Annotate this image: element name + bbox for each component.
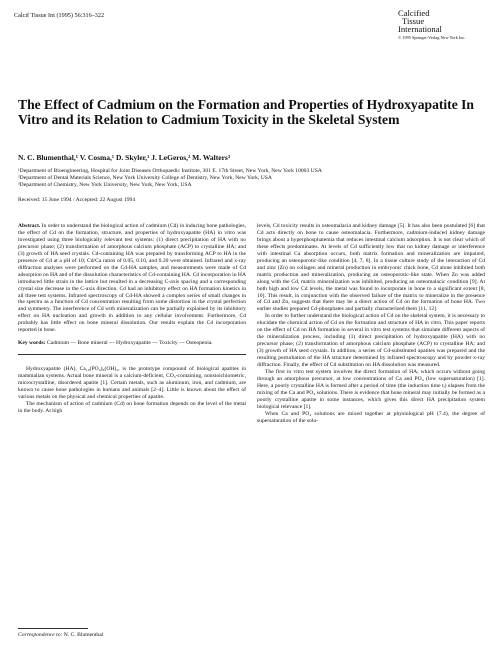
abstract-divider	[18, 354, 246, 355]
abstract-label: Abstract.	[18, 223, 41, 229]
introduction-right-column	[257, 223, 485, 425]
correspondence-label: Correspondence to:	[18, 632, 63, 638]
abstract-text: In order to understand the biological action of cadmium (Cd) in inducing bone pathologies, the effect of Cd on the formation, structure, and properties of hydroxyapatite (HA) in vitro was investigated using three biologically relevant test systems: (1) direct precipitation of HA with no precursor phase; (2) transformation of amorphous calcium phosphate (ACP) to crystalline HA; and (3) growth of HA seed crystals. Cd-containing HA was prepared by transforming ACP to HA in the presence of Cd at a pH of 10; Cd/Ca ratios of 0.05, 0.10, and 0.20 were obtained. Infrared and x-ray diffraction analyses were performed on the Cd-HA samples, and measurements were made of Cd adsorption on HA and of the dissolution characteristics of Cd-containing HA. Cd incorporation in HA introduced little strain in the lattice but resulted in a decreasing C-axis spacing and a corresponding crystal size decrease in the C-axis direction. Cd had an inhibitory effect on HA formation kinetics in all three test systems. Infrared spectroscopy of Cd-HA showed a complex series of small changes in the spectra as a function of Cd concentration resulting from some distortion in the crystal perfection and symmetry. The interference of Cd with mineralization can be partially explained by its inhibitory effect on HA nucleation and growth in addition to any cellular involvement. Furthermore, Cd probably has little effect on bone mineral dissolution. Our results explain the Cd incorporation reported in bone.	[18, 223, 246, 334]
article-title: The Effect of Cadmium on the Formation and Properties of Hydroxyapatite In Vitro and its Relation to Cadmium Toxicity in the Skeletal System	[18, 97, 474, 128]
body-paragraph: The first in vitro test system involves the direct formation of HA, which occurs without going through an amorphous precursor, at low concentrations of Ca and PO₄ (low supersaturation) [1]. Here, a poorly crystalline HA is formed after a period of time (the induction time tᵢ) elapses from the mixing of the Ca and PO₄ solutions. There is evidence that bone mineral may initially be formed as a poorly crystalline apatite in some instances, which gives this direct HA precipitation system biological relevance [1].	[257, 369, 485, 410]
logo-line-calcified: Calcified	[398, 8, 430, 18]
keywords-label: Key words:	[18, 340, 46, 347]
body-paragraph: levels, Cd toxicity results in osteomalacia and kidney damage [5]. It has also been postulated [6] that Cd acts directly on bone to cause osteomalacia. Furthermore, cadmium-induced kidney damage brings about a hyperphosphatemia that reduces intestinal calcium adsorption. It is not clear which of these effects predominates. At levels of Cd sufficiently low that no kidney damage or interference with intestinal Ca absorption occurs, both matrix formation and mineralization are impaired, producing an osteoporotic-like condition [4, 7, 8]. In a tissue culture study of the interaction of Cd and zinc (Zn) on collagen and mineral production in embryonic chick bone, Cd alone inhibited both matrix production and mineralization, producing an osteoporotic-like state. When Zn was added along with the Cd, matrix mineralization was inhibited, producing an osteomalacic condition [9]. At both high and low Cd levels, the metal was found to incorporate in bone to a significant extent [8, 10]. This result, in conjunction with the observed failure of the matrix to mineralize in the presence of Cd and Zn, suggests that there may be a direct action of Cd on the formation of bone HA. Two earlier studies prepared Cd-phosphates and partially characterized them [11, 12].	[257, 223, 485, 313]
author-list: N. C. Blumenthal,¹ V. Cosma,¹ D. Skyler,¹ J. LeGeros,² M. Walters³	[18, 153, 231, 162]
abstract-paragraph	[18, 223, 246, 334]
affiliation-1: ¹Department of Bioengineering, Hospital for Joint Diseases Orthopaedic Institute, 301 E. 17th Street, New York, New York 10003 USA	[18, 168, 322, 174]
body-paragraph: In order to further understand the biological action of Cd on the skeletal system, it is necessary to elucidate the chemical action of Cd on the formation and structure of HA in vitro. This paper reports on the effect of Cd on HA formation in several in vitro test systems that simulate different aspects of the mineralization process, including (1) direct precipitation of hydroxyapatite (HA) with no precursor phase; (2) transformation of amorphous calcium phosphate (ACP) to crystalline HA; and (3) growth of HA seed crystals. In addition, a series of Cd-substituted apatites was prepared and the resulting perturbation of the HA structure determined by infrared spectroscopy and by powder x-ray diffraction. Finally, the effect of Cd substitution on HA dissolution was measured.	[257, 313, 485, 369]
body-paragraph: The mechanism of action of cadmium (Cd) on bone formation depends on the level of the metal in the body. At high	[18, 400, 246, 414]
journal-reference: Calcif Tissue Int (1995) 56:316–322	[14, 12, 105, 19]
body-paragraph: Hydroxyapatite (HA), Ca₁₀(PO₄)₆(OH)₂, is the prototype compound of biological apatites in mammalian systems. Actual bone mineral is a calcium-deficient, CO₃-containing, nonstoichiometric, microcrystalline, disordered apatite [1]. Certain metals, such as aluminum, iron, and cadmium, are known to cause bone pathologies in humans and animals [2–4]. Little is known about the effect of various metals on the physical and chemical properties of apatite.	[18, 366, 246, 400]
abstract-section	[18, 223, 246, 347]
logo-line-tissue: Tissue	[402, 16, 425, 27]
correspondence-note	[18, 632, 103, 638]
introduction-left-column	[18, 366, 246, 415]
journal-logo	[398, 9, 488, 40]
correspondence-name: N. C. Blumenthal	[63, 632, 104, 638]
affiliation-3: ³Department of Chemistry, New York University, New York, New York, USA	[18, 182, 192, 189]
affiliations	[18, 168, 322, 190]
publisher-copyright: © 1995 Springer-Verlag New York Inc.	[398, 34, 466, 40]
keywords-text: Cadmium — Bone mineral — Hydroxyapatite — Toxicity — Osteopenia.	[46, 340, 213, 347]
received-accepted-dates: Received: 15 June 1994 / Accepted: 22 August 1994	[18, 197, 136, 203]
body-paragraph: When Ca and PO₄ solutions are mixed together at physiological pH (7.4), the degree of supersaturation of the solu-	[257, 410, 485, 424]
footnote-rule	[18, 628, 88, 629]
logo-line-international: International	[398, 24, 442, 35]
keywords	[18, 340, 246, 347]
affiliation-2: ²Department of Dental Materials Science, New York University College of Dentistry, New York, New York, USA	[18, 175, 272, 182]
